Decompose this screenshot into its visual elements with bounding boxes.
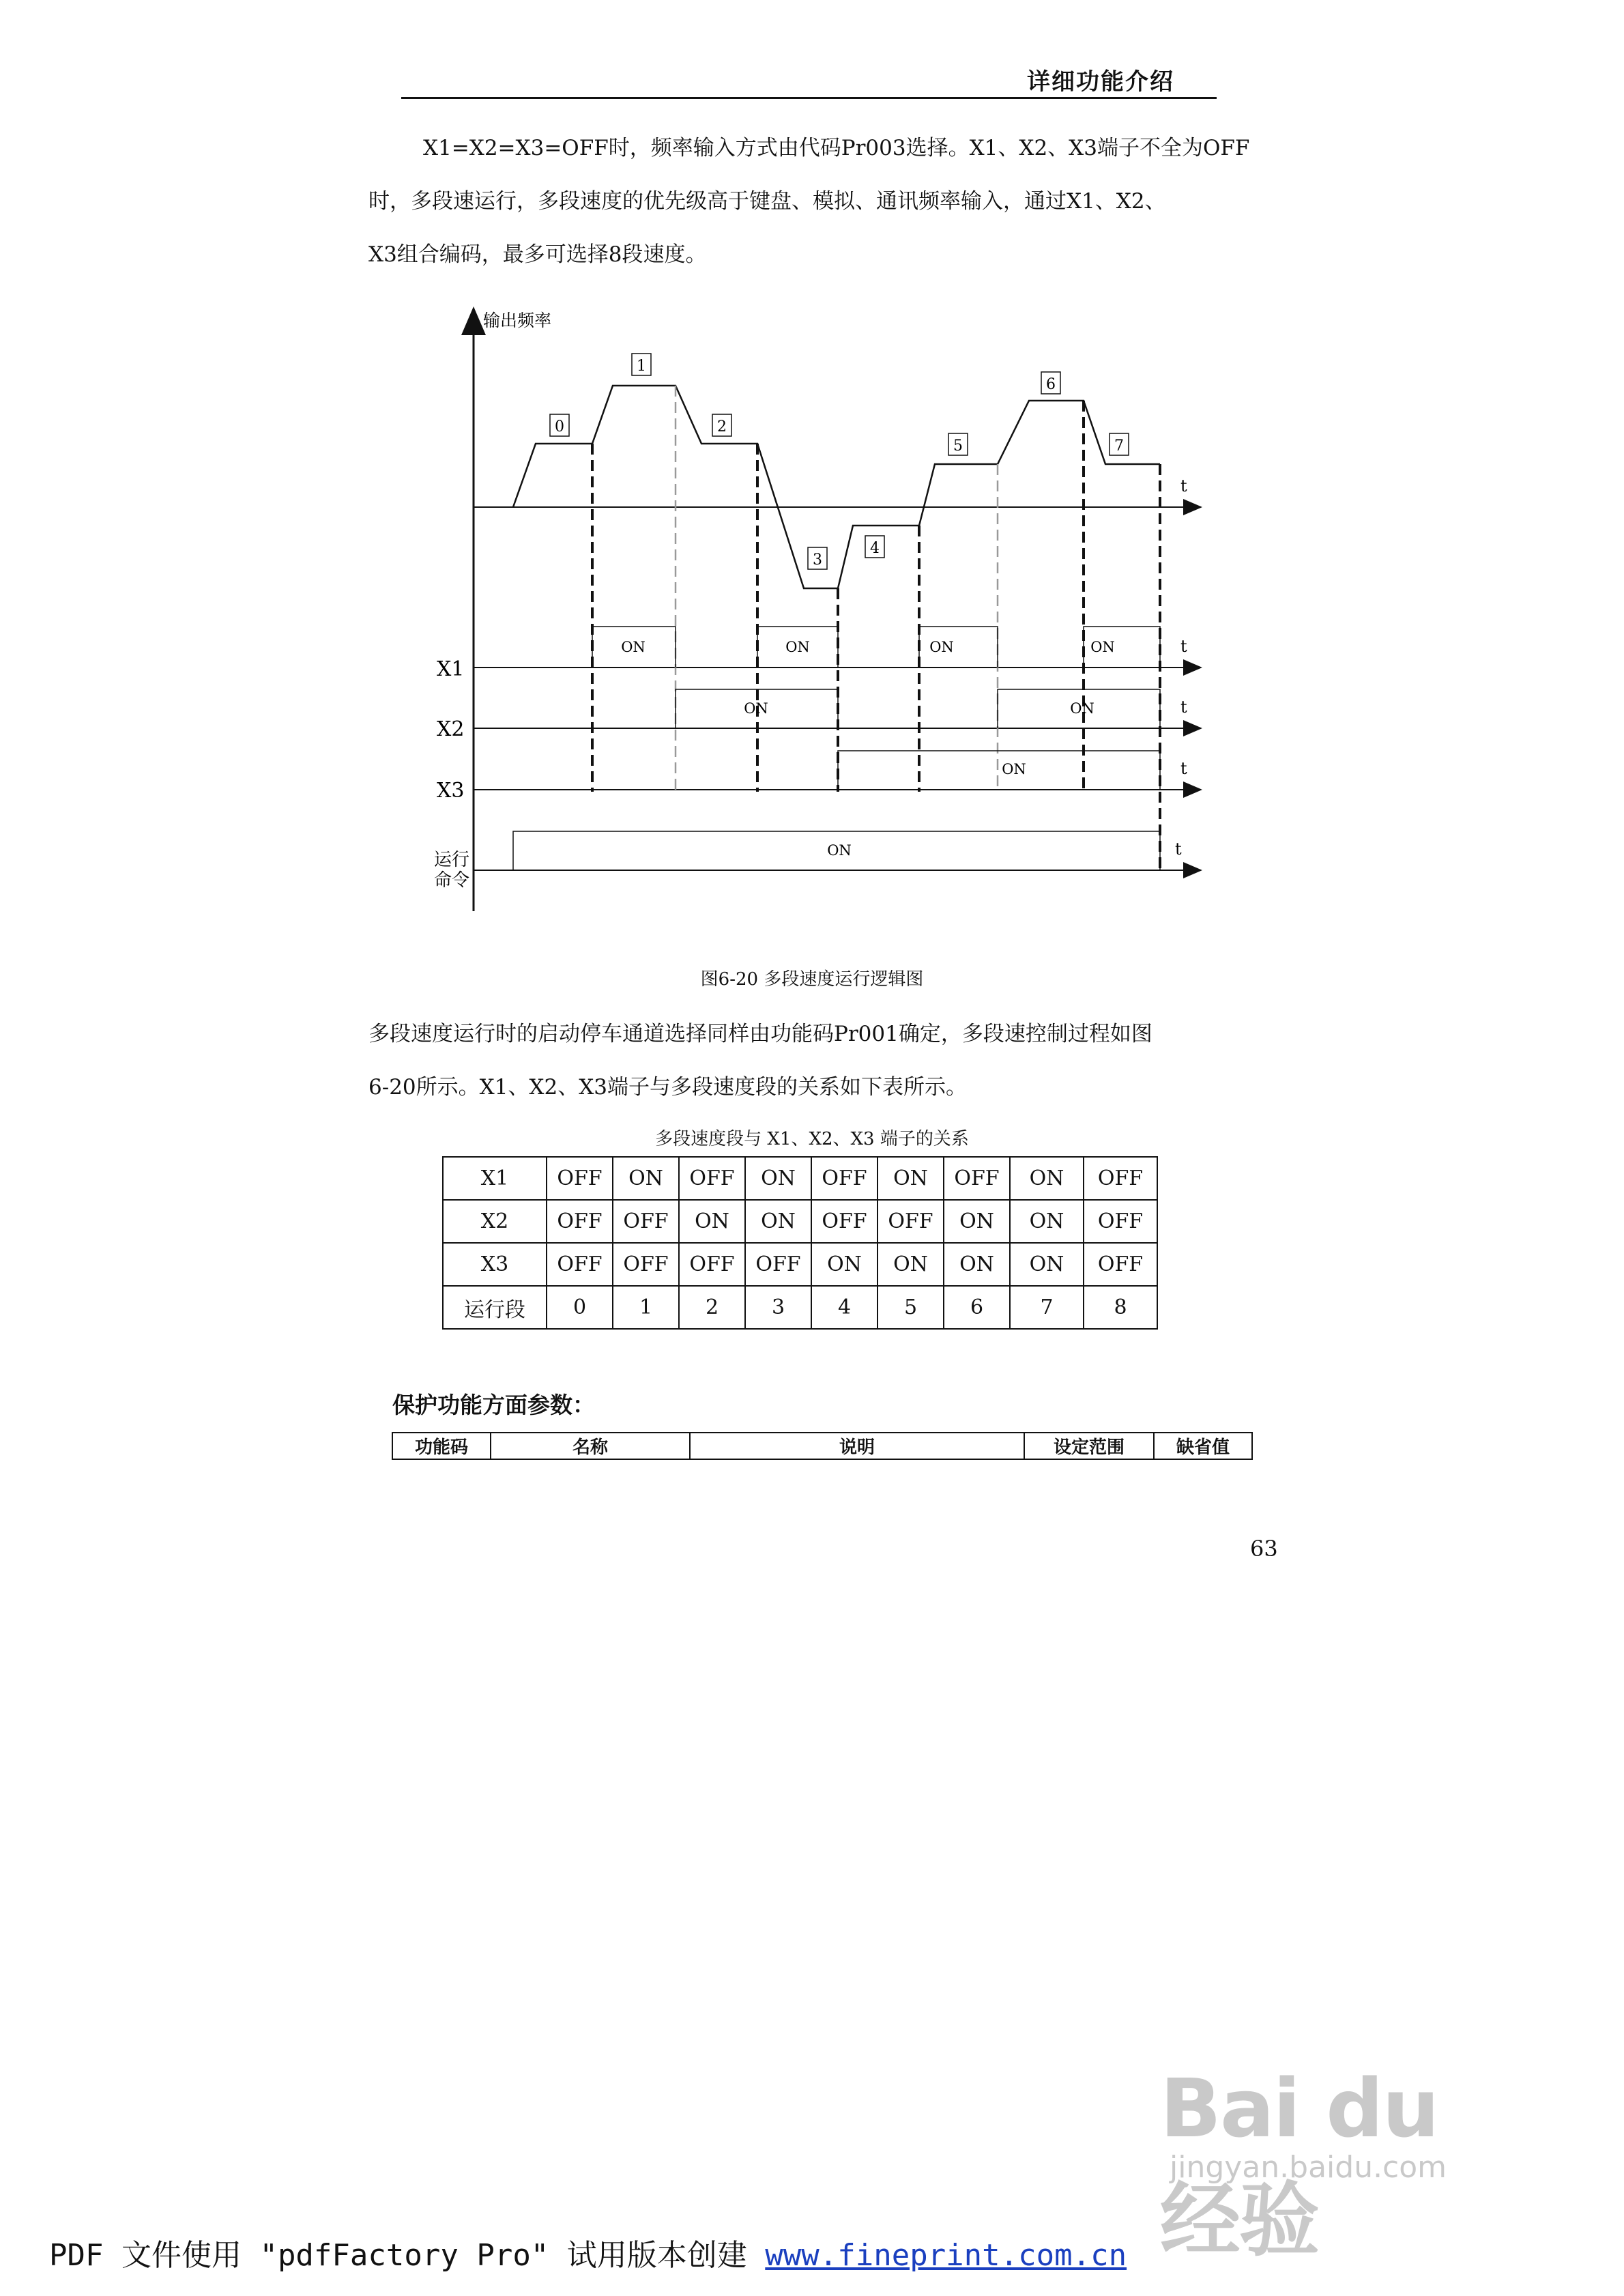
t-label-5: t (1175, 840, 1182, 859)
speed-table-row (443, 1243, 1157, 1286)
speed-table-cell: 8 (1084, 1286, 1157, 1329)
param-header-code: 功能码 (392, 1433, 491, 1459)
speed-table-cell: OFF (745, 1243, 811, 1286)
segment-label-0 (550, 414, 569, 436)
speed-table-cell: OFF (944, 1157, 1010, 1200)
run-on: ON (827, 842, 852, 859)
speed-table-cell: ON (878, 1243, 944, 1286)
timing-diagram (382, 287, 1242, 921)
speed-table-cell: OFF (811, 1157, 878, 1200)
x2-label: X2 (437, 717, 465, 741)
footer-link[interactable]: www.fineprint.com.cn (765, 2238, 1127, 2273)
t-label-4: t (1180, 759, 1187, 778)
frequency-profile (513, 386, 1160, 588)
speed-table-cell: ON (745, 1200, 811, 1243)
param-header-range: 设定范围 (1024, 1433, 1154, 1459)
speed-table-cell: OFF (613, 1200, 679, 1243)
x1-on-3: ON (929, 639, 954, 655)
segment-label-1 (632, 354, 651, 375)
figure-caption: 图6-20 多段速度运行逻辑图 (700, 969, 924, 990)
protection-section-title: 保护功能方面参数： (392, 1392, 595, 1418)
speed-table-cell: OFF (547, 1157, 613, 1200)
baidu-jingyan-watermark (1160, 2061, 1542, 2267)
speed-table-cell: OFF (1084, 1243, 1157, 1286)
segment-label-3 (808, 547, 827, 569)
speed-table-cell: ON (944, 1200, 1010, 1243)
speed-table-row-label: 运行段 (443, 1286, 547, 1329)
segment-label-7 (1110, 433, 1129, 455)
speed-table-cell: ON (1010, 1200, 1084, 1243)
speed-table-cell: OFF (1084, 1157, 1157, 1200)
speed-table-cell: 6 (944, 1286, 1010, 1329)
svg-text:2: 2 (717, 418, 727, 435)
speed-table-cell: OFF (547, 1243, 613, 1286)
svg-text:3: 3 (813, 551, 822, 569)
para2-line-1: 多段速度运行时的启动停车通道选择同样由功能码Pr001确定，多段速控制过程如图 (368, 1022, 1152, 1046)
intro-paragraph (368, 121, 1276, 281)
segment-label-5 (948, 433, 968, 455)
speed-table-row-label: X2 (443, 1200, 547, 1243)
speed-table-cell: OFF (878, 1200, 944, 1243)
x1-pulses (592, 627, 1160, 668)
header-rule (401, 97, 1217, 99)
segment-label-6 (1041, 372, 1060, 394)
speed-table-cell: 7 (1010, 1286, 1084, 1329)
speed-table-cell: 1 (613, 1286, 679, 1329)
t-label-3: t (1180, 698, 1187, 717)
speed-table-cell: OFF (811, 1200, 878, 1243)
x1-on-4: ON (1090, 639, 1115, 655)
page-number: 63 (1250, 1536, 1278, 1562)
run-command-label-1: 运行 (434, 850, 470, 870)
t-label-1: t (1180, 476, 1187, 496)
speed-table-cell: ON (944, 1243, 1010, 1286)
intro-line-3: X3组合编码，最多可选择8段速度。 (368, 242, 707, 267)
run-command-label-2: 命令 (434, 870, 470, 891)
param-header-description: 说明 (690, 1433, 1024, 1459)
intro-line-1: X1=X2=X3=OFF时，频率输入方式由代码Pr003选择。X1、X2、X3端子不全为OFF (423, 136, 1250, 160)
protection-param-table (392, 1432, 1253, 1460)
svg-text:1: 1 (637, 358, 646, 375)
speed-table-cell: 0 (547, 1286, 613, 1329)
speed-table-cell: OFF (1084, 1200, 1157, 1243)
speed-table-row (443, 1157, 1157, 1200)
speed-table-cell: OFF (613, 1243, 679, 1286)
x1-label: X1 (437, 657, 465, 681)
svg-text:5: 5 (953, 437, 963, 455)
speed-table-cell: 4 (811, 1286, 878, 1329)
param-table-header-row (392, 1433, 1252, 1459)
speed-table-row-label: X3 (443, 1243, 547, 1286)
segment-boundaries (592, 386, 1160, 874)
speed-table-cell: ON (878, 1157, 944, 1200)
footer-text: PDF 文件使用 "pdfFactory Pro" 试用版本创建 (49, 2238, 766, 2273)
speed-table-cell: 2 (679, 1286, 745, 1329)
t-label-2: t (1180, 637, 1187, 656)
x2-on-2: ON (1070, 700, 1094, 717)
svg-text:7: 7 (1114, 437, 1124, 455)
speed-table-cell: OFF (679, 1157, 745, 1200)
x2-on-1: ON (744, 700, 768, 717)
pdf-footer (49, 2230, 1127, 2274)
second-paragraph (368, 1007, 1276, 1114)
watermark-brand: Bai du 经验 (1160, 2061, 1438, 2267)
speed-table-cell: 3 (745, 1286, 811, 1329)
svg-text:6: 6 (1046, 376, 1056, 393)
watermark-url: jingyan.baidu.com (1170, 2150, 1447, 2185)
segment-label-4 (865, 536, 884, 558)
speed-table-cell: ON (1010, 1157, 1084, 1200)
param-header-name: 名称 (491, 1433, 690, 1459)
intro-line-2: 时，多段速运行，多段速度的优先级高于键盘、模拟、通讯频率输入，通过X1、X2、 (368, 189, 1166, 214)
page-header-title: 详细功能介绍 (1027, 68, 1174, 96)
speed-table-row (443, 1200, 1157, 1243)
speed-table-cell: 5 (878, 1286, 944, 1329)
para2-line-2: 6-20所示。X1、X2、X3端子与多段速度段的关系如下表所示。 (368, 1075, 968, 1100)
x3-label: X3 (437, 779, 465, 803)
speed-table-cell: ON (1010, 1243, 1084, 1286)
speed-table-row-label: X1 (443, 1157, 547, 1200)
svg-text:4: 4 (870, 540, 880, 557)
x3-on: ON (1002, 761, 1026, 777)
frequency-axis-label: 输出频率 (483, 311, 552, 330)
speed-table-cell: ON (745, 1157, 811, 1200)
segment-label-2 (712, 414, 731, 436)
speed-table-cell: ON (811, 1243, 878, 1286)
speed-table-row (443, 1286, 1157, 1329)
x1-on-1: ON (621, 639, 646, 655)
svg-text:0: 0 (555, 418, 564, 435)
speed-table-caption: 多段速度段与 X1、X2、X3 端子的关系 (655, 1129, 969, 1149)
speed-table-cell: OFF (547, 1200, 613, 1243)
x3-pulse (838, 751, 1160, 790)
speed-table-cell: ON (613, 1157, 679, 1200)
param-header-default: 缺省值 (1154, 1433, 1252, 1459)
x1-on-2: ON (785, 639, 810, 655)
speed-table-cell: OFF (679, 1243, 745, 1286)
speed-table-cell: ON (679, 1200, 745, 1243)
speed-table (442, 1156, 1158, 1330)
